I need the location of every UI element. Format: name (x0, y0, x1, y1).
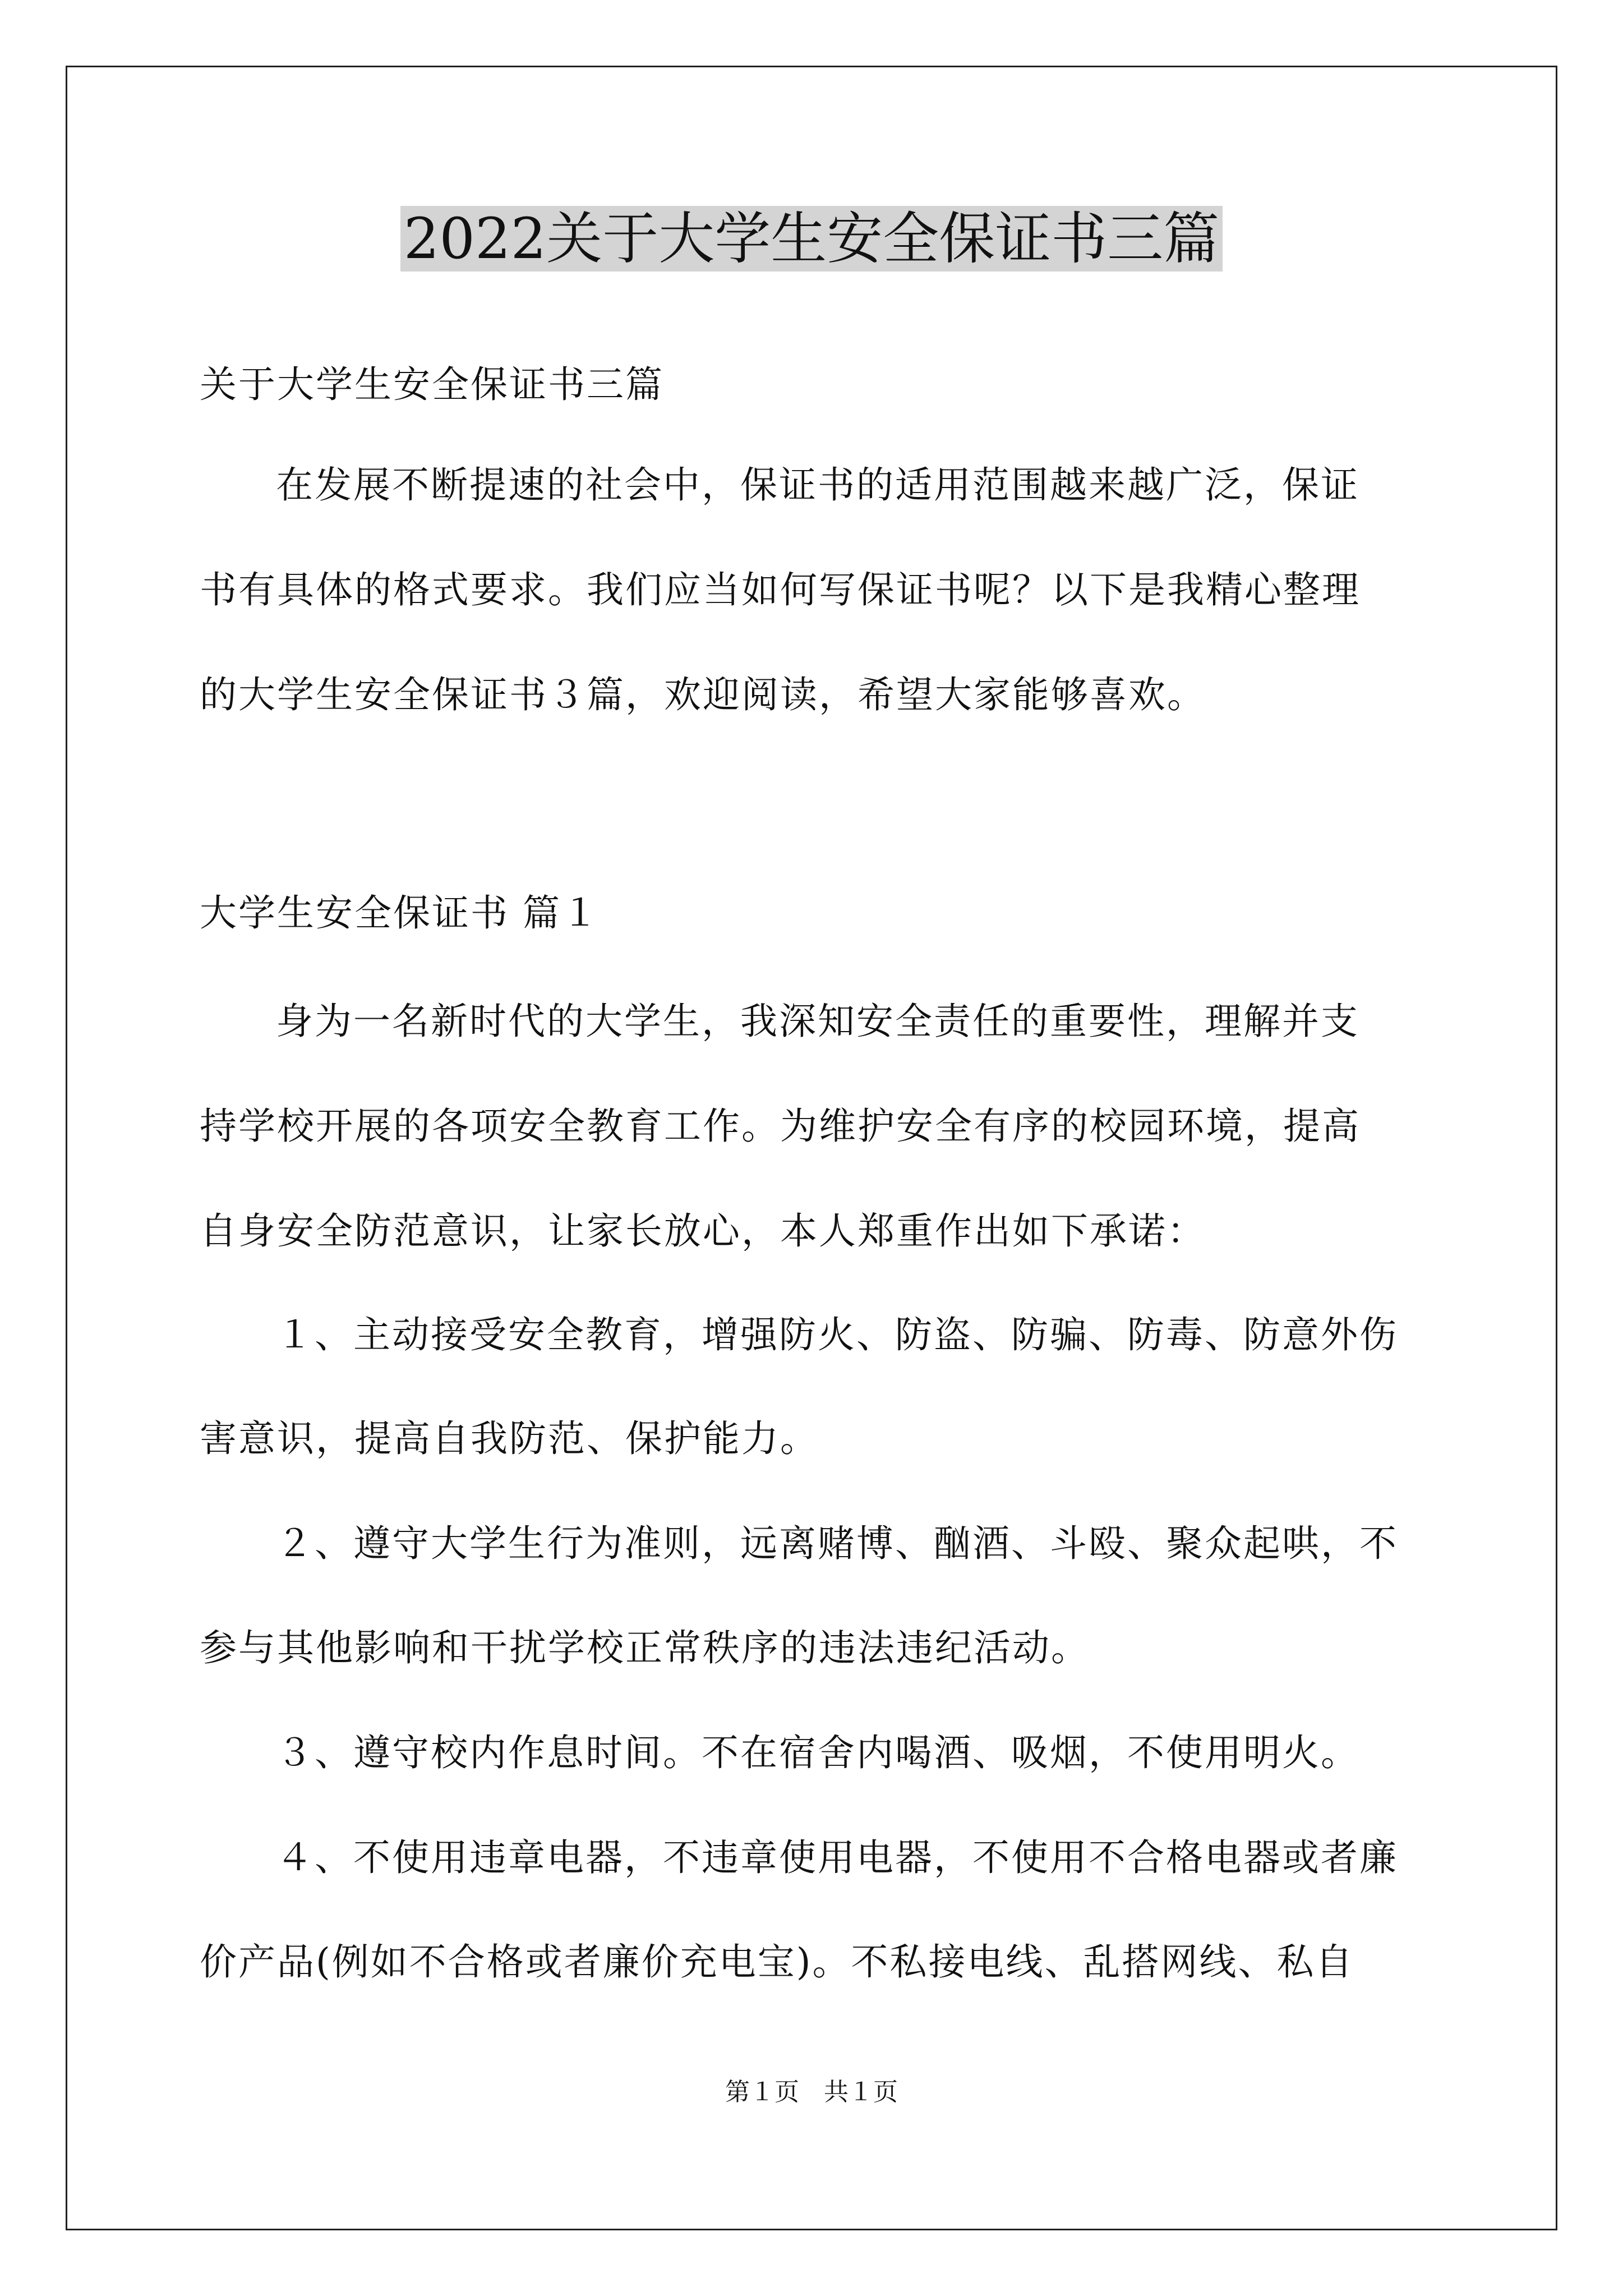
paragraph-line: 持学校开展的各项安全教育工作。为维护安全有序的校园环境，提高 (200, 1105, 1361, 1148)
paragraph-line: 参与其他影响和干扰学校正常秩序的违法违纪活动。 (200, 1626, 1090, 1669)
document-title: 2022关于大学生安全保证书三篇 (0, 200, 1623, 278)
paragraph-line: 害意识，提高自我防范、保护能力。 (200, 1417, 819, 1460)
paragraph-line: 在发展不断提速的社会中，保证书的适用范围越来越广泛，保证 (276, 463, 1359, 507)
page-footer: 第１页 共１页 (725, 2078, 898, 2106)
subtitle-line: 关于大学生安全保证书三篇 (200, 363, 664, 406)
paragraph-line: 身为一名新时代的大学生，我深知安全责任的重要性，理解并支 (276, 1000, 1359, 1043)
paragraph-line: １、主动接受安全教育，增强防火、防盗、防骗、防毒、防意外伤 (276, 1313, 1398, 1356)
paragraph-line: ４、不使用违章电器，不违章使用电器，不使用不合格电器或者廉 (276, 1836, 1398, 1879)
paragraph-line: 书有具体的格式要求。我们应当如何写保证书呢？以下是我精心整理 (200, 568, 1361, 611)
paragraph-line: ２、遵守大学生行为准则，远离赌博、酗酒、斗殴、聚众起哄，不 (276, 1522, 1398, 1565)
paragraph-line: 自身安全防范意识，让家长放心，本人郑重作出如下承诺： (200, 1209, 1206, 1253)
paragraph-line: 的大学生安全保证书３篇，欢迎阅读，希望大家能够喜欢。 (200, 673, 1206, 716)
section-heading: 大学生安全保证书 篇１ (200, 891, 600, 935)
paragraph-line: ３、遵守校内作息时间。不在宿舍内喝酒、吸烟，不使用明火。 (276, 1731, 1359, 1774)
paragraph-line: 价产品(例如不合格或者廉价充电宝)。不私接电线、乱搭网线、私自 (200, 1940, 1354, 1984)
